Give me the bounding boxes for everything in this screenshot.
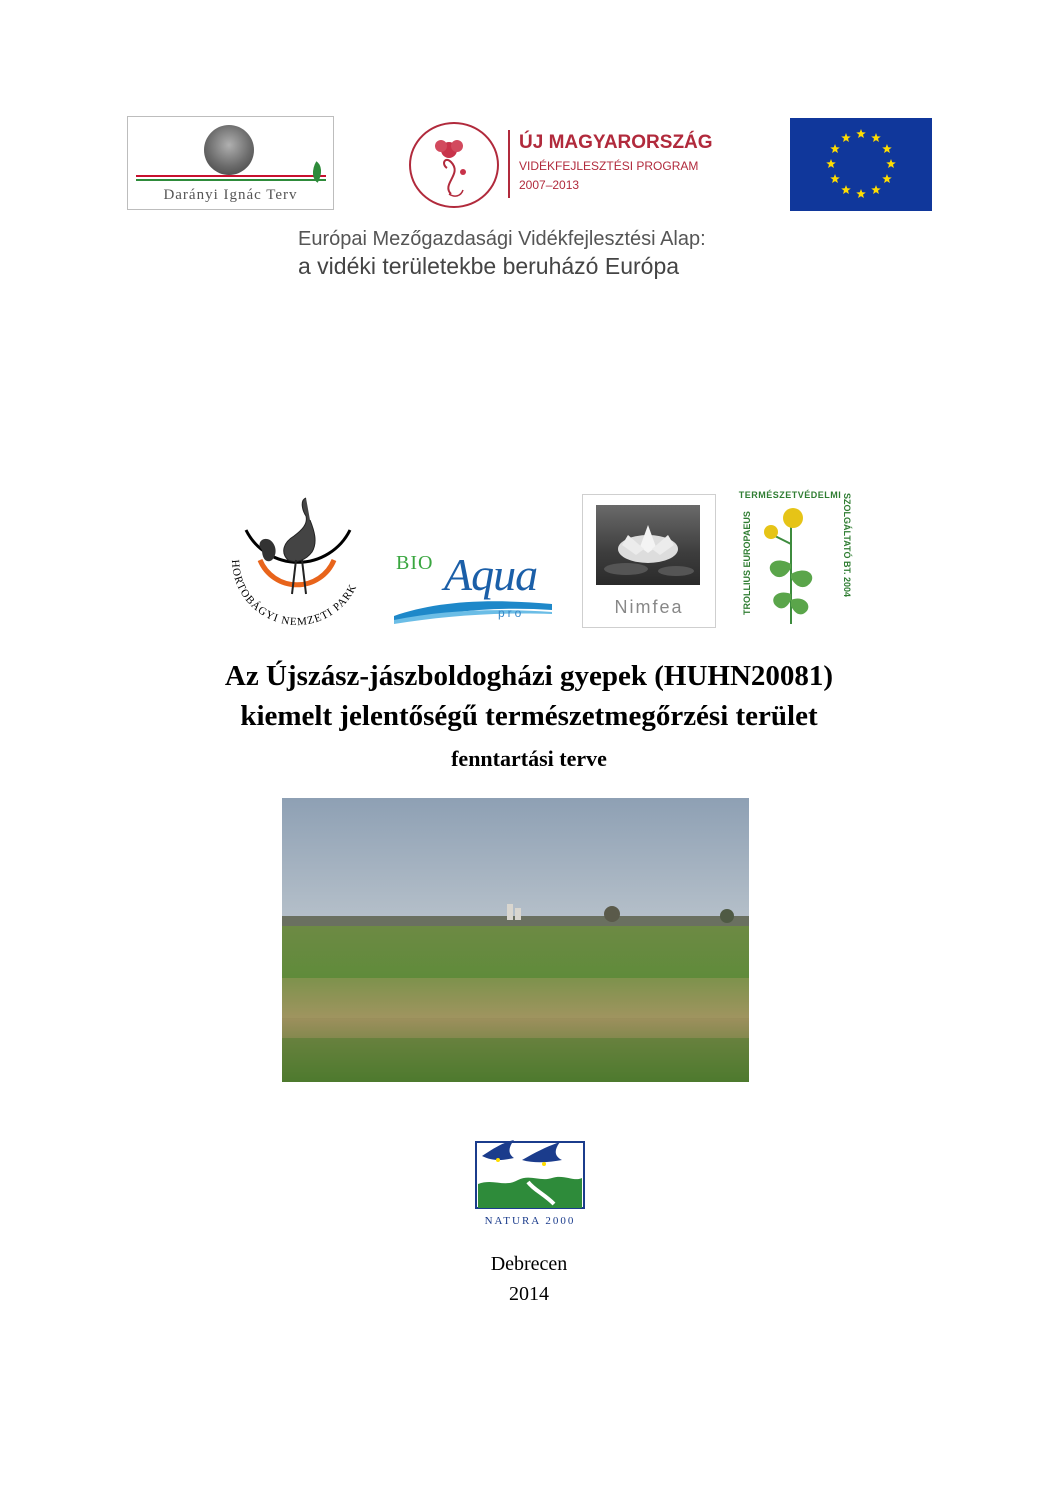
daranyi-caption: Darányi Ignác Terv [163, 187, 298, 203]
eu-star-icon [886, 159, 896, 168]
nimfea-logo [582, 494, 716, 628]
eafrd-line-2: a vidéki területekbe beruházó Európa [298, 253, 680, 279]
trollius-logo [735, 490, 852, 628]
eu-star-icon [871, 133, 881, 142]
globeflower-icon [753, 504, 827, 626]
trollius-left-text: TROLLIUS EUROPAEUS [742, 511, 752, 615]
natura-label: NATURA 2000 [484, 1215, 576, 1227]
eu-star-icon [856, 189, 866, 198]
grassland-photo [282, 798, 749, 1082]
umvp-period: 2007–2013 [519, 178, 580, 192]
bioaqua-pro: pro [498, 606, 525, 620]
umvp-title: ÚJ MAGYARORSZÁG [519, 132, 713, 153]
eu-star-icon [830, 144, 840, 153]
eu-star-icon [841, 133, 851, 142]
eu-star-icon [882, 174, 892, 183]
hortobagyi-nemzeti-park-logo [222, 490, 372, 630]
daranyi-ignac-terv-logo [127, 116, 334, 210]
eu-star-icon [871, 185, 881, 194]
eu-star-icon [826, 159, 836, 168]
bioaqua-pro-logo [394, 548, 554, 628]
bioaqua-bio: BIO [396, 552, 434, 574]
document-title-line-2: kiemelt jelentőségű természetmegőrzési terület [240, 700, 818, 732]
eu-flag-icon [790, 118, 932, 211]
eu-star-icon [856, 129, 866, 138]
eafrd-line-1: Európai Mezőgazdasági Vidékfejlesztési Alap: [298, 228, 706, 250]
eu-star-icon [841, 185, 851, 194]
document-subtitle: fenntartási terve [451, 746, 607, 771]
flag-stripe [136, 175, 326, 185]
portrait-icon [204, 125, 254, 175]
nimfea-label: Nimfea [614, 597, 684, 617]
uj-magyarorszag-logo [405, 118, 725, 210]
bioaqua-aqua: Aqua [444, 549, 538, 600]
hnp-text: HORTOBÁGYI NEMZETI PARK [228, 559, 360, 629]
wave-icon [394, 594, 554, 624]
water-lily-photo [596, 505, 700, 585]
publication-year: 2014 [509, 1283, 549, 1305]
trollius-top-text: TERMÉSZETVÉDELMI [738, 490, 842, 500]
trollius-right-text: SZOLGÁLTATÓ BT. 2004 [842, 493, 852, 598]
publication-city: Debrecen [490, 1253, 568, 1275]
natura-2000-logo [474, 1138, 586, 1228]
flower-emblem-icon [409, 122, 499, 208]
eu-star-icon [830, 174, 840, 183]
eu-star-icon [882, 144, 892, 153]
document-title-line-1: Az Újszász-jászboldogházi gyepek (HUHN20081) [224, 660, 834, 692]
umvp-program: VIDÉKFEJLESZTÉSI PROGRAM [519, 159, 699, 173]
divider [508, 130, 510, 198]
